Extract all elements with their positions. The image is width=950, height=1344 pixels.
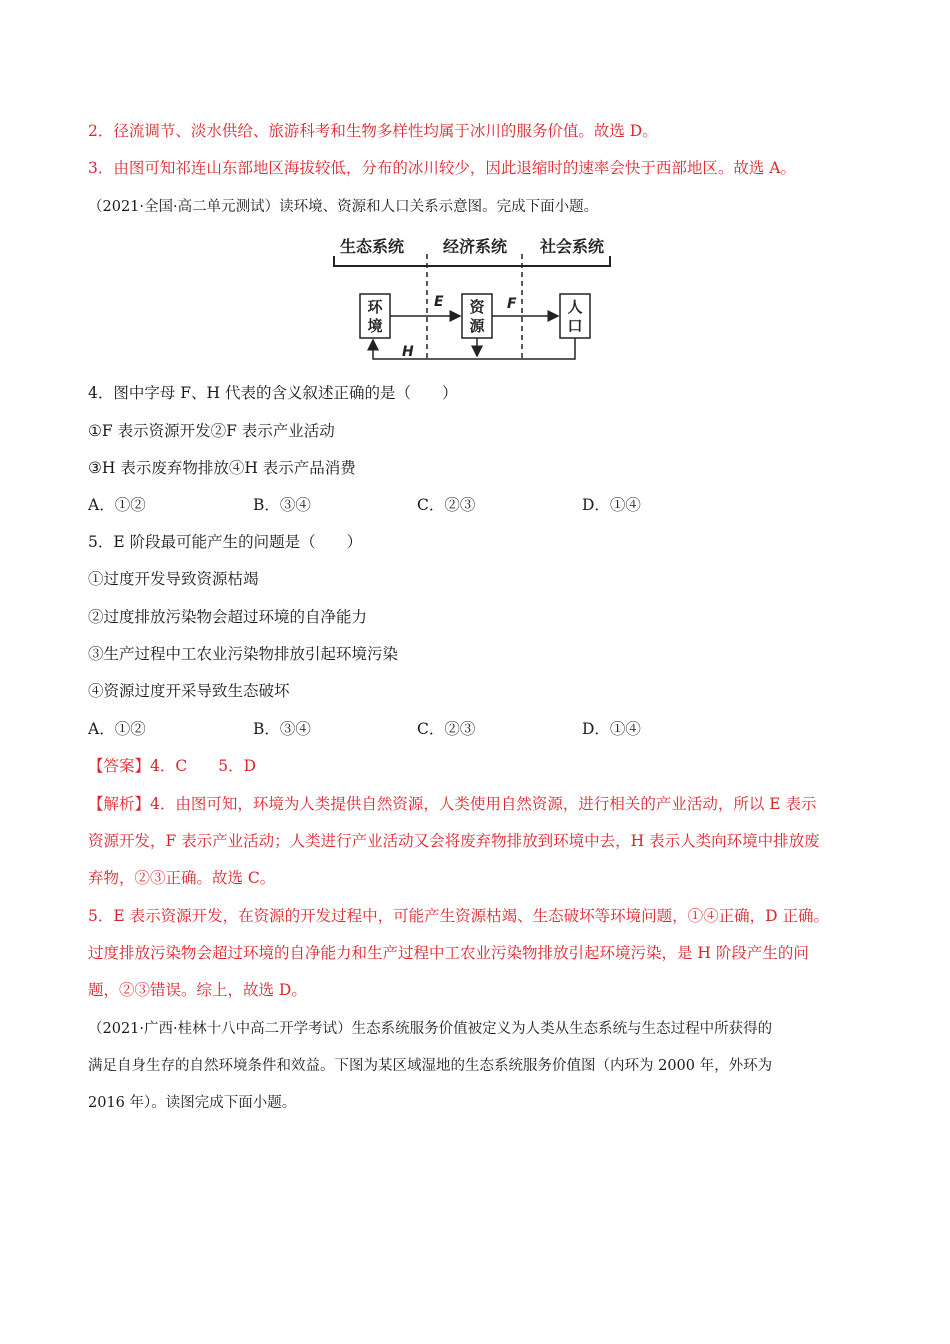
section-society: 社会系统: [539, 237, 605, 256]
analysis-q5-line2: 过度排放污染物会超过环境的自净能力和生产过程中工农业污染物排放引起环境污染，是 H 阶段产生的问: [88, 944, 809, 962]
group-intro-2-line2: 满足自身生存的自然环境条件和效益。下图为某区域湿地的生态系统服务价值图（内环为 2000 年，外环为: [88, 1058, 773, 1074]
analysis-q4-line3: 弃物，②③正确。故选 C。: [88, 869, 276, 887]
q5-option-b[interactable]: B．③④: [253, 720, 311, 738]
analysis-q3: 3．由图可知祁连山东部地区海拔较低，分布的冰川较少，因此退缩时的速率会快于西部地区。故选 A。: [88, 159, 796, 177]
box-population-char2: 口: [567, 317, 583, 335]
group-intro-2-line3: 2016 年）。读图完成下面小题。: [88, 1095, 297, 1111]
q5-statement-1: ①过度开发导致资源枯竭: [88, 570, 259, 588]
box-resource-char2: 源: [469, 317, 485, 335]
box-environment-char2: 境: [367, 317, 383, 335]
q4-option-b[interactable]: B．③④: [253, 496, 311, 514]
q4-option-a[interactable]: A．①②: [88, 496, 146, 514]
q5-statement-3: ③生产过程中工农业污染物排放引起环境污染: [88, 645, 399, 663]
analysis-q5-line1: 5．E 表示资源开发，在资源的开发过程中，可能产生资源枯竭、生态破坏等环境问题，①④正确，D 正确。: [88, 907, 829, 925]
label-e: E: [434, 294, 444, 310]
analysis-q2: 2．径流调节、淡水供给、旅游科考和生物多样性均属于冰川的服务价值。故选 D。: [88, 122, 658, 140]
bracket: [334, 256, 610, 266]
q5-option-c[interactable]: C．②③: [417, 720, 476, 738]
q4-option-c[interactable]: C．②③: [417, 496, 476, 514]
answer-line: 【答案】4．C 5．D: [88, 757, 257, 775]
section-ecosystem: 生态系统: [339, 237, 405, 256]
q4-statement-2: ③H 表示废弃物排放④H 表示产品消费: [88, 459, 356, 477]
q4-stem: 4．图中字母 F、H 代表的含义叙述正确的是（ ）: [88, 384, 458, 402]
q5-statement-4: ④资源过度开采导致生态破坏: [88, 682, 290, 700]
label-f: F: [507, 296, 517, 312]
box-population-char1: 人: [567, 298, 583, 316]
section-economy: 经济系统: [442, 237, 508, 256]
q5-option-a[interactable]: A．①②: [88, 720, 146, 738]
q5-stem: 5．E 阶段最可能产生的问题是（ ）: [88, 533, 363, 551]
group-intro-2-line1: （2021·广西·桂林十八中高二开学考试）生态系统服务价值被定义为人类从生态系统与生态过程中所获得的: [88, 1021, 773, 1037]
label-h: H: [402, 344, 414, 360]
box-environment-char1: 环: [367, 298, 383, 316]
q4-statement-1: ①F 表示资源开发②F 表示产业活动: [88, 422, 335, 440]
box-resource-char1: 资: [469, 298, 485, 316]
q4-option-d[interactable]: D．①④: [582, 496, 641, 514]
group-intro-1: （2021·全国·高二单元测试）读环境、资源和人口关系示意图。完成下面小题。: [88, 199, 599, 215]
analysis-q4-line1: 【解析】4．由图可知，环境为人类提供自然资源，人类使用自然资源，进行相关的产业活动，所以 E 表示: [88, 795, 817, 813]
environment-resource-population-diagram: [332, 232, 622, 367]
q5-option-d[interactable]: D．①④: [582, 720, 641, 738]
analysis-q5-line3: 题，②③错误。综上，故选 D。: [88, 981, 307, 999]
analysis-q4-line2: 资源开发，F 表示产业活动；人类进行产业活动又会将废弃物排放到环境中去，H 表示人类向环境中排放废: [88, 832, 820, 850]
q5-statement-2: ②过度排放污染物会超过环境的自净能力: [88, 608, 368, 626]
